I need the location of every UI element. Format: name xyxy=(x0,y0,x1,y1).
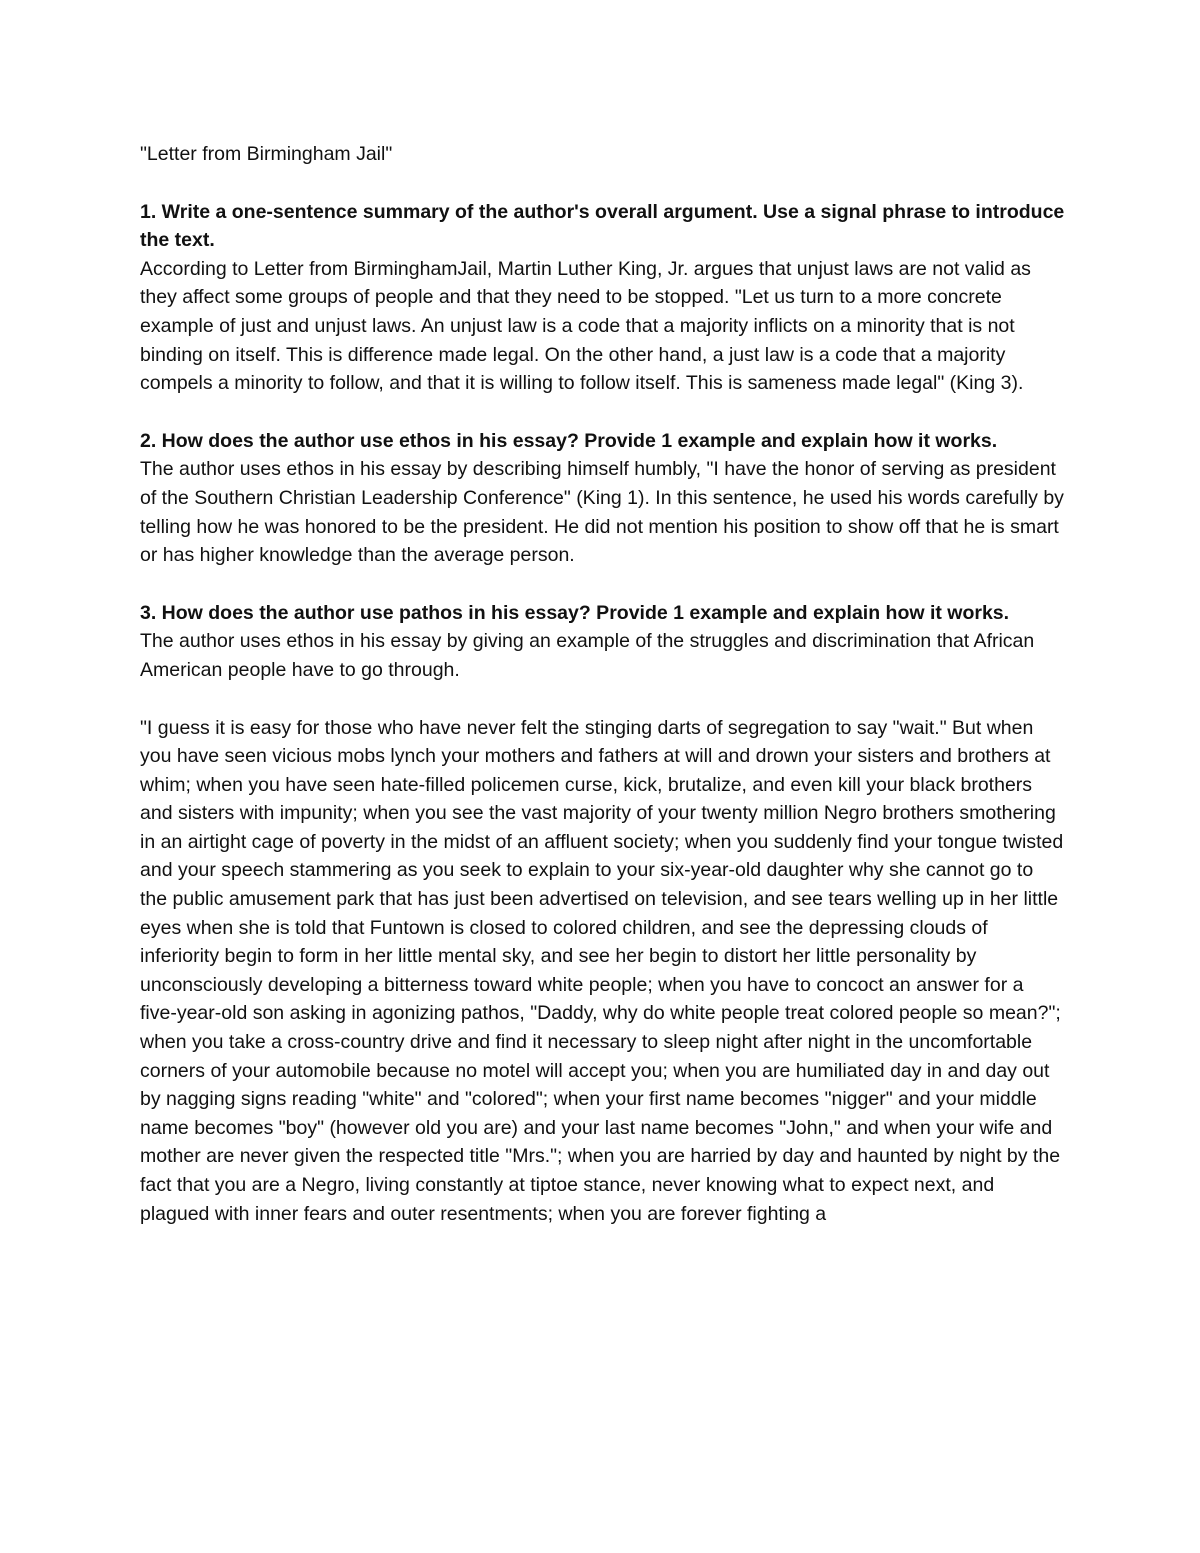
question-section-2 xyxy=(140,427,1065,570)
quoted-passage: "I guess it is easy for those who have never felt the stinging darts of segregation to say "wait." But when you have seen vicious mobs lynch your mothers and fathers at will and drown your sisters and brothers at whim; when you have seen hate-filled policemen curse, kick, brutalize, and even kill your black brothers and sisters with impunity; when you see the vast majority of your twenty million Negro brothers smothering in an airtight cage of poverty in the midst of an affluent society; when you suddenly find your tongue twisted and your speech stammering as you seek to explain to your six-year-old daughter why she cannot go to the public amusement park that has just been advertised on television, and see tears welling up in her little eyes when she is told that Funtown is closed to colored children, and see the depressing clouds of inferiority begin to form in her little mental sky, and see her begin to distort her little personality by unconsciously developing a bitterness toward white people; when you have to concoct an answer for a five-year-old son asking in agonizing pathos, "Daddy, why do white people treat colored people so mean?"; when you take a cross-country drive and find it necessary to sleep night after night in the uncomfortable corners of your automobile because no motel will accept you; when you are humiliated day in and day out by nagging signs reading "white" and "colored"; when your first name becomes "nigger" and your middle name becomes "boy" (however old you are) and your last name becomes "John," and when your wife and mother are never given the respected title "Mrs."; when you are harried by day and haunted by night by the fact that you are a Negro, living constantly at tiptoe stance, never knowing what to expect next, and plagued with inner fears and outer resentments; when you are forever fighting a xyxy=(140,716,1064,1225)
question-2: 2. How does the author use ethos in his essay? Provide 1 example and explain how it works. xyxy=(140,429,998,452)
question-3: 3. How does the author use pathos in his essay? Provide 1 example and explain how it works. xyxy=(140,601,1010,624)
answer-1: According to Letter from BirminghamJail, Martin Luther King, Jr. argues that unjust laws are not valid as they affect some groups of people and that they need to be stopped. "Let us turn to a more concrete example of just and unjust laws. An unjust law is a code that a majority inflicts on a minority that is not binding on itself. This is difference made legal. On the other hand, a just law is a code that a majority compels a minority to follow, and that it is willing to follow itself. This is sameness made legal" (King 3). xyxy=(140,257,1031,395)
question-section-3 xyxy=(140,599,1065,685)
answer-3: The author uses ethos in his essay by giving an example of the struggles and discrimination that African American people have to go through. xyxy=(140,630,1035,681)
question-1: 1. Write a one-sentence summary of the author's overall argument. Use a signal phrase to introduce the text. xyxy=(140,200,1065,252)
question-section-1 xyxy=(140,198,1065,398)
document-page xyxy=(140,140,1065,1228)
document-title: "Letter from Birmingham Jail" xyxy=(140,143,393,165)
answer-2: The author uses ethos in his essay by describing himself humbly, "I have the honor of serving as president of the Southern Christian Leadership Conference" (King 1). In this sentence, he used his words carefully by telling how he was honored to be the president. He did not mention his position to show off that he is smart or has higher knowledge than the average person. xyxy=(140,458,1064,567)
